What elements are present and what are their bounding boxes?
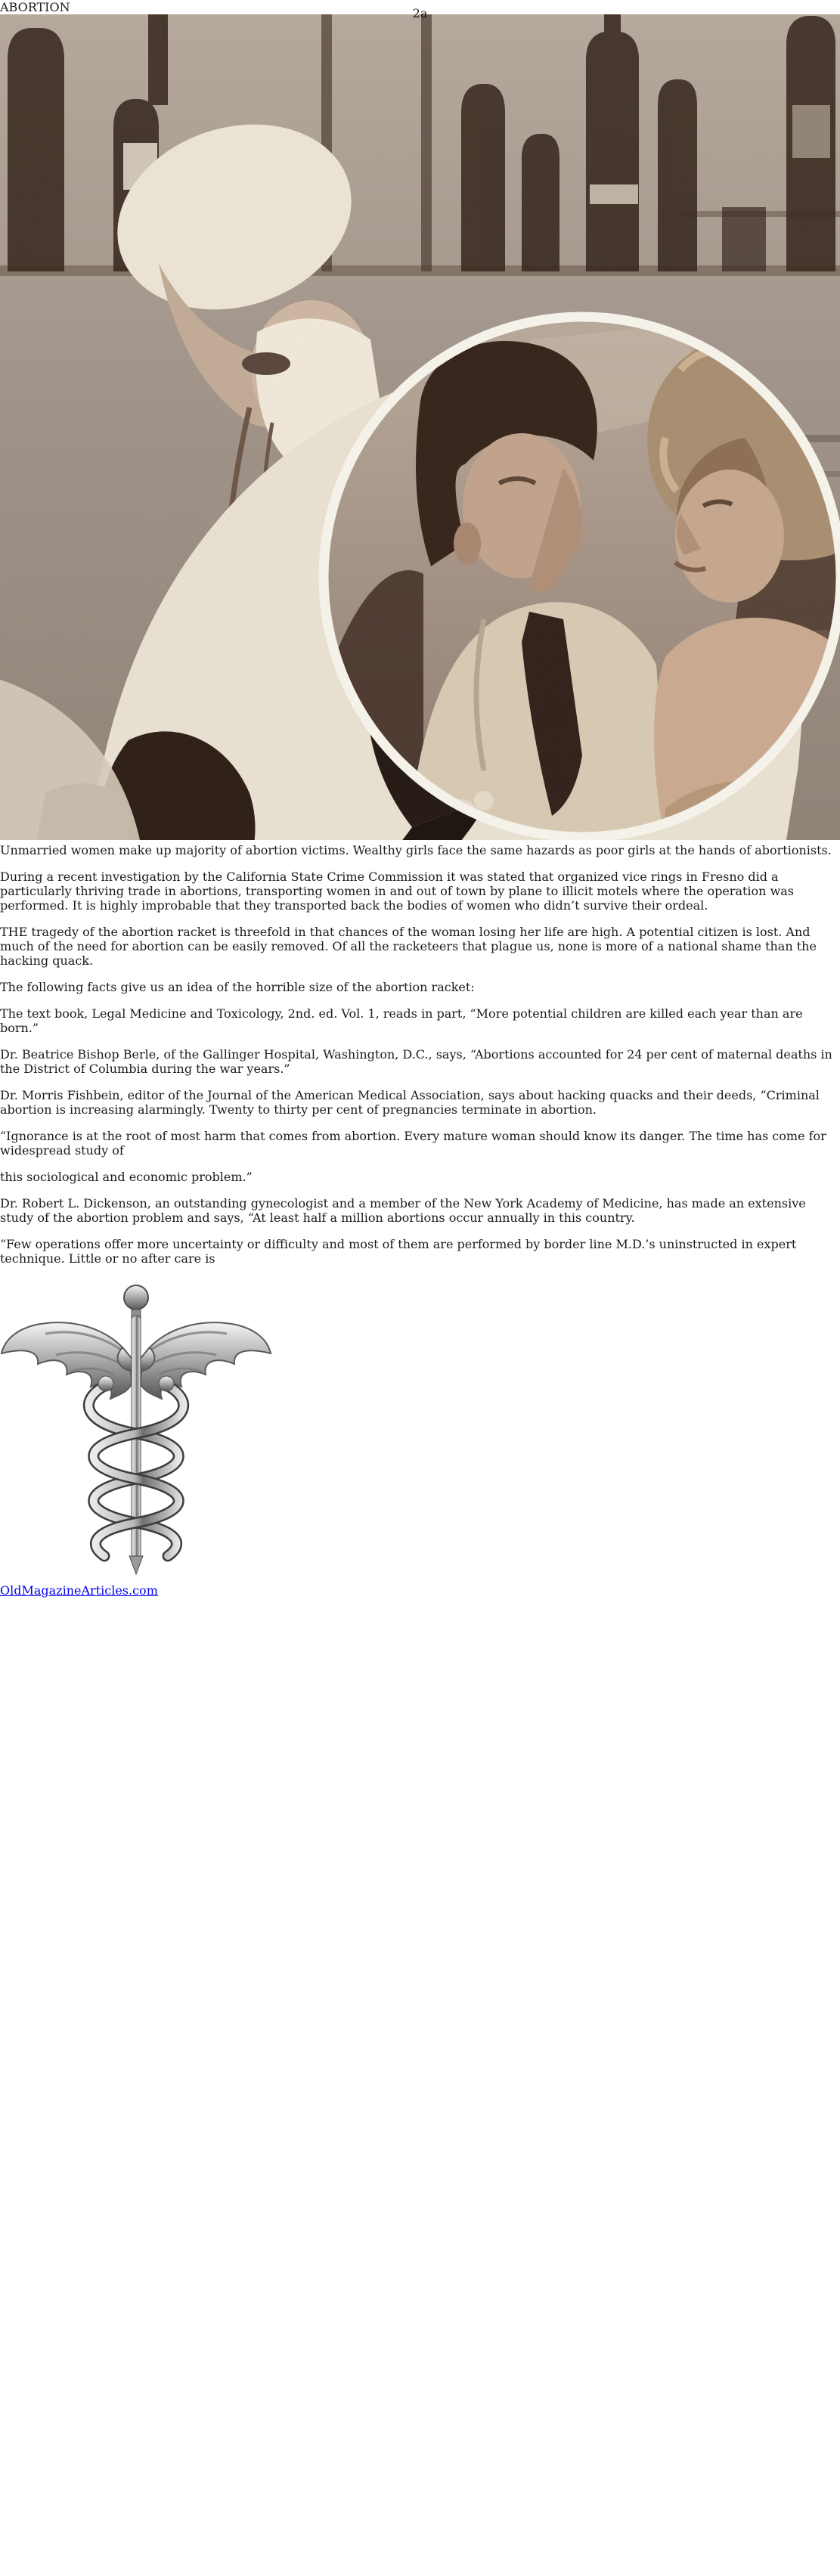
paragraph-tragedy — [0, 925, 840, 968]
page-number-suffix: a — [420, 6, 428, 20]
paragraph-dickenson: Dr. Robert L. Dickenson, an outstanding gynecologist and a member of the New York Academy of Medicine, has made an extensive study of the abortion problem and says, “At least half a million abortions occur annually in this country. — [0, 1196, 806, 1225]
surgery-photo-illustration — [0, 14, 840, 840]
caduceus-column — [0, 1278, 840, 1583]
article-body — [0, 870, 840, 1583]
site-link[interactable]: OldMagazineArticles.com — [0, 1583, 158, 1598]
drop-cap-HE: HE — [8, 925, 28, 939]
paragraph-few-operations: “Few operations offer more uncertainty or difficulty and most of them are performed by border line M.D.’s uninstructed in expert technique. Little or no after care is — [0, 1237, 797, 1266]
paragraph-ignorance: “Ignorance is at the root of most harm that comes from abortion. Every mature woman should know its danger. The time has come for widespread study of — [0, 1129, 826, 1158]
drop-cap-T: T — [0, 925, 8, 939]
paragraph-fishbein: Dr. Morris Fishbein, editor of the Journal of the American Medical Association, says about hacking quacks and their deeds, “Criminal abortion is increasing alarmingly. Twenty to thirty per cent of pregnancies terminate in abortion. — [0, 1088, 820, 1117]
narrow-text-column — [0, 1170, 840, 1266]
two-column-section — [0, 1170, 840, 1583]
caduceus-icon — [0, 1278, 272, 1580]
paragraph-berle: Dr. Beatrice Bishop Berle, of the Gallinger Hospital, Washington, D.C., says, “Abortions accounted for 24 per cent of maternal deaths in the District of Columbia during the war years.” — [0, 1047, 832, 1076]
photo-caption: Unmarried women make up majority of abortion victims. Wealthy girls face the same hazards as poor girls at the hands of abortionists. — [0, 843, 832, 857]
paragraph-textbook: The text book, Legal Medicine and Toxicology, 2nd. ed. Vol. 1, reads in part, “More potential children are killed each year than are born.” — [0, 1006, 803, 1035]
photo-grain-texture — [0, 14, 840, 840]
page-number-value: 2 — [412, 6, 420, 20]
paragraph-ignorance-continued: this sociological and economic problem.” — [0, 1170, 253, 1184]
article-title: ABORTION — [0, 0, 70, 14]
surgery-photo — [0, 14, 840, 857]
paragraph-facts-intro: The following facts give us an idea of the horrible size of the abortion racket: — [0, 980, 475, 994]
paragraph-tragedy-text: tragedy of the abortion racket is threefold in that chances of the woman losing her life are high. A potential citizen is lost. And much of the need for abortion can be easily removed. Of all the racketeers that plague us, none is more of a national shame than the hacking quack. — [0, 925, 817, 968]
paragraph-investigation: During a recent investigation by the California State Crime Commission it was stated that organized vice rings in Fresno did a particularly thriving trade in abortions, transporting women in and out of town by plane to illicit motels where the operation was performed. It is highly improbable that they transported back the bodies of women who didn’t survive their ordeal. — [0, 870, 795, 913]
page-number — [0, 6, 840, 20]
site-footer — [0, 1583, 840, 1598]
